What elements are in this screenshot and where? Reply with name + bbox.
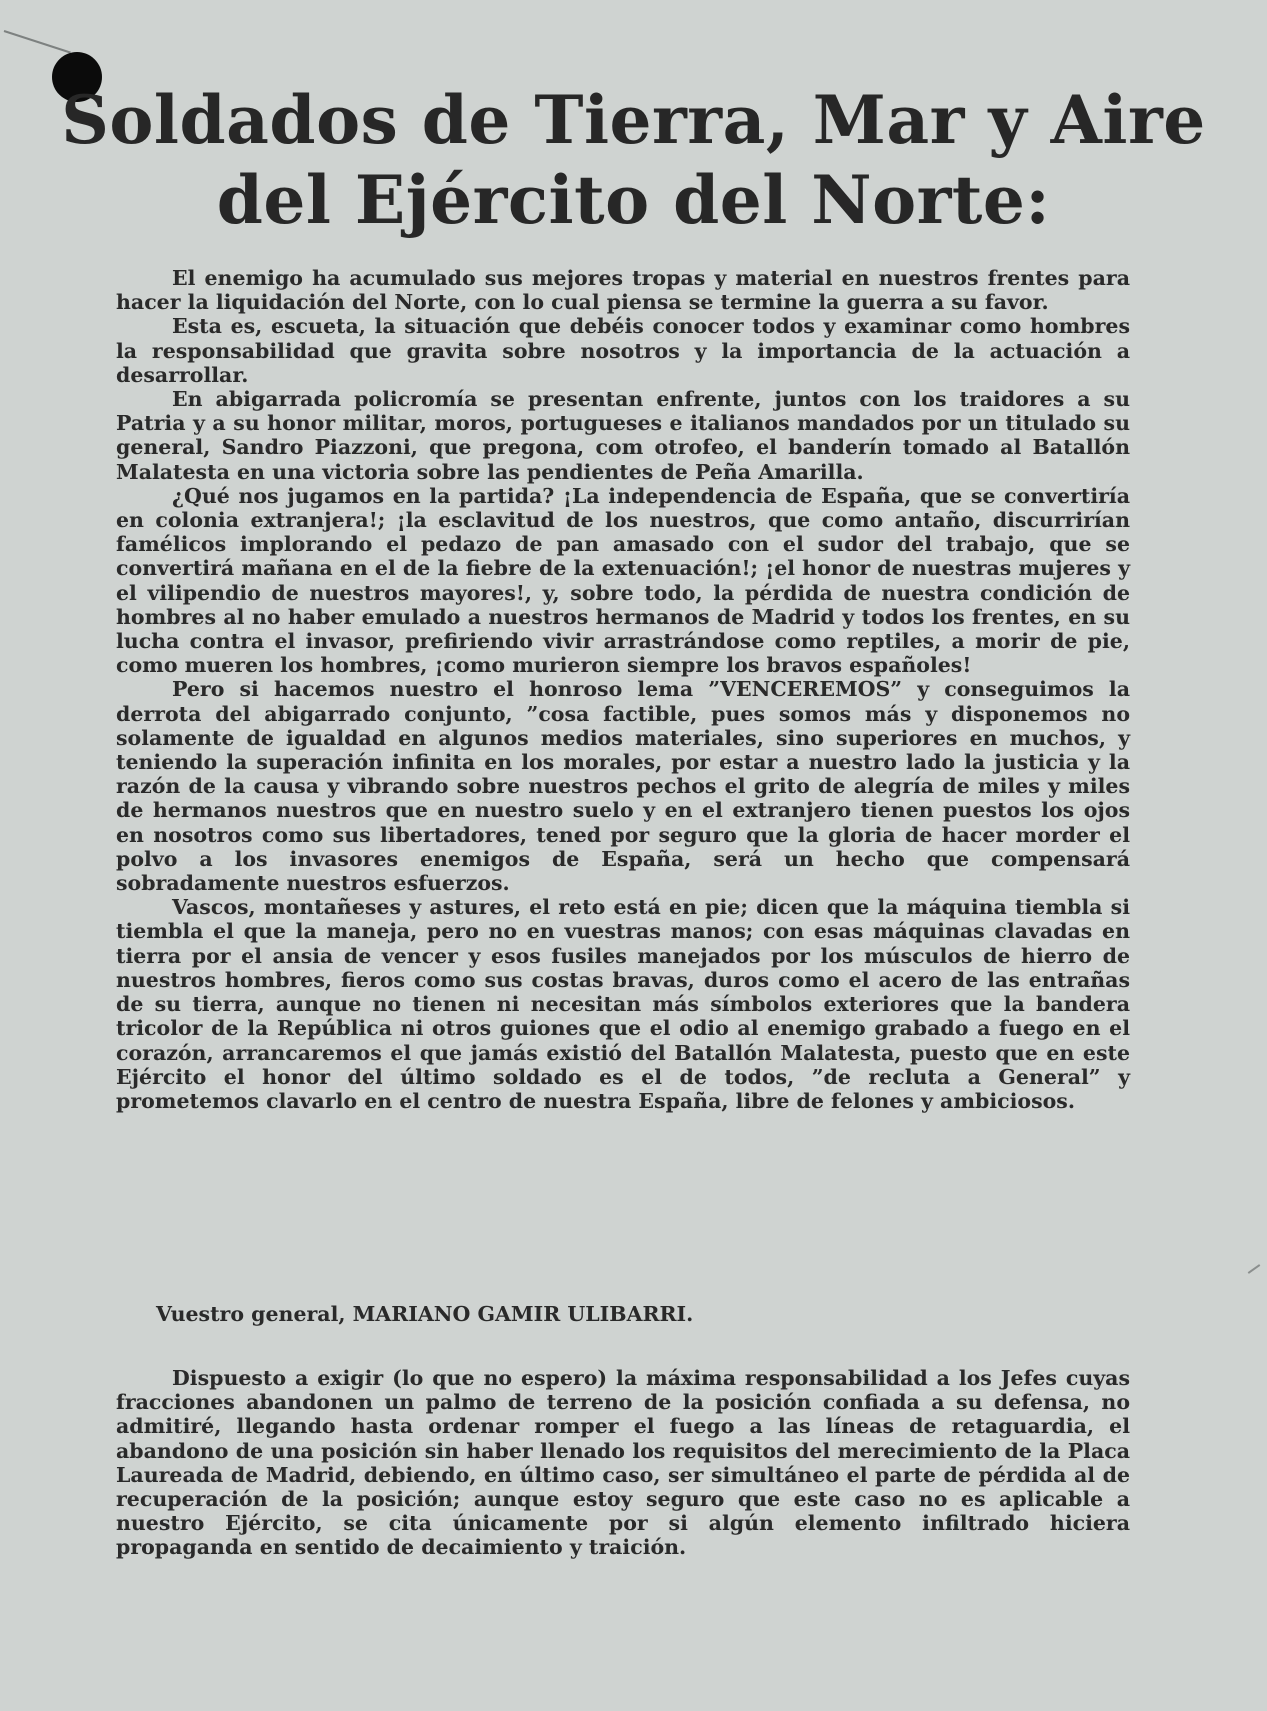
postscript: Dispuesto a exigir (lo que no espero) la máxima responsabilidad a los Jefes cuyas fracciones abandonen un palmo de terreno de la posición confiada a su defensa, no admitiré, llegando hasta ordenar romper el fuego a las líneas de retaguardia, el abandono de una posición sin haber llenado los requisitos del merecimiento de la Placa Laureada de Madrid, debiendo, en último caso, ser simultáneo el parte de pérdida al de recuperación de la posición; aunque estoy seguro que este caso no es aplicable a nuestro Ejército, se cita únicamente por si algún elemento infiltrado hiciera propaganda en sentido de decaimiento y traición. xyxy=(116,1366,1130,1560)
paragraph-6: Vascos, montañeses y astures, el reto está en pie; dicen que la máquina tiembla si tiembla el que la maneja, pero no en vuestras manos; con esas máquinas clavadas en tierra por el ansia de vencer y esos fusiles manejados por los músculos de hierro de nuestros hombres, fieros como sus costas bravas, duros como el acero de las entrañas de su tierra, aunque no tienen ni necesitan más símbolos exteriores que la bandera tricolor de la República ni otros guiones que el odio al enemigo grabado a fuego en el corazón, arrancaremos el que jamás existió del Batallón Malatesta, puesto que en este Ejército el honor del último soldado es el de todos, ”de recluta a General” y prometemos clavarlo en el centro de nuestra España, libre de felones y ambiciosos. xyxy=(116,895,1130,1113)
paragraph-3: En abigarrada policromía se presentan enfrente, juntos con los traidores a su Patria y a su honor militar, moros, portugueses e italianos mandados por un titulado su general, Sandro Piazzoni, que pregona, com otrofeo, el banderín tomado al Batallón Malatesta en una victoria sobre las pendientes de Peña Amarilla. xyxy=(116,387,1130,484)
signature: Vuestro general, MARIANO GAMIR ULIBARRI. xyxy=(156,1302,694,1326)
corner-scratch-mark xyxy=(4,30,71,54)
document-title xyxy=(0,80,1267,240)
edge-scratch-mark xyxy=(1248,1264,1261,1274)
paragraph-5: Pero si hacemos nuestro el honroso lema ”VENCEREMOS” y conseguimos la derrota del abigarrado conjunto, ”cosa factible, pues somos más y disponemos no solamente de igualdad en algunos medios materiales, sino superiores en muchos, y teniendo la superación infinita en los morales, por estar a nuestro lado la justicia y la razón de la causa y vibrando sobre nuestros pechos el grito de alegría de miles y miles de hermanos nuestros que en nuestro suelo y en el extranjero tienen puestos los ojos en nosotros como sus libertadores, tened por seguro que la gloria de hacer morder el polvo a los invasores enemigos de España, será un hecho que compensará sobradamente nuestros esfuerzos. xyxy=(116,677,1130,896)
paragraph-4: ¿Qué nos jugamos en la partida? ¡La independencia de España, que se convertiría en colonia extranjera!; ¡la esclavitud de los nuestros, que como antaño, discurrirían famélicos implorando el pedazo de pan amasado con el sudor del trabajo, que se convertirá mañana en el de la fiebre de la extenuación!; ¡el honor de nuestras mujeres y el vilipendio de nuestros mayores!, y, sobre todo, la pérdida de nuestra condición de hombres al no haber emulado a nuestros hermanos de Madrid y todos los frentes, en su lucha contra el invasor, prefiriendo vivir arrastrándose como reptiles, a morir de pie, como mueren los hombres, ¡como murieron siempre los bravos españoles! xyxy=(116,483,1130,678)
title-line-1: Soldados de Tierra, Mar y Aire xyxy=(61,81,1206,159)
paragraph-2: Esta es, escueta, la situación que debéis conocer todos y examinar como hombres la responsabilidad que gravita sobre nosotros y la importancia de la actuación a desarrollar. xyxy=(116,314,1130,387)
title-line-2: del Ejército del Norte: xyxy=(216,161,1051,239)
body-text xyxy=(116,266,1130,1113)
paragraph-1: El enemigo ha acumulado sus mejores tropas y material en nuestros frentes para hacer la liquidación del Norte, con lo cual piensa se termine la guerra a su favor. xyxy=(116,266,1130,315)
